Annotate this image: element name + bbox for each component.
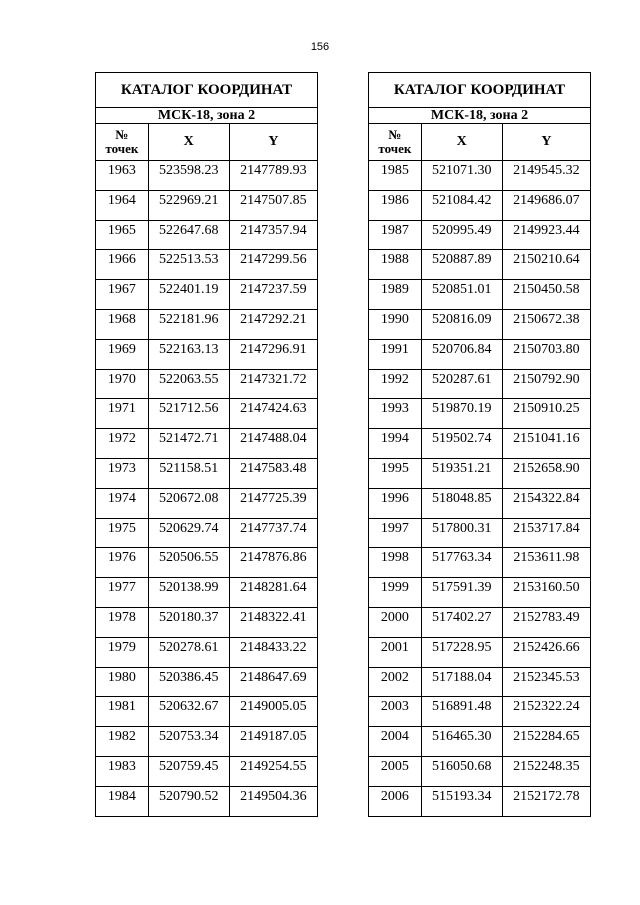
table-row (96, 518, 318, 548)
table-row (369, 399, 591, 429)
table-row (369, 667, 591, 697)
point-number-cell: 1975 (96, 518, 149, 548)
y-coordinate-cell: 2147292.21 (229, 309, 317, 339)
table-row (96, 339, 318, 369)
point-number-cell: 1994 (369, 429, 422, 459)
x-coordinate-cell: 516891.48 (421, 697, 502, 727)
x-coordinate-cell: 522513.53 (148, 250, 229, 280)
y-coordinate-cell: 2153611.98 (502, 548, 590, 578)
x-coordinate-cell: 521084.42 (421, 190, 502, 220)
y-coordinate-cell: 2149545.32 (502, 161, 590, 191)
y-coordinate-cell: 2148433.22 (229, 637, 317, 667)
y-coordinate-cell: 2152284.65 (502, 727, 590, 757)
point-number-cell: 1966 (96, 250, 149, 280)
point-number-cell: 2002 (369, 667, 422, 697)
table-row (96, 578, 318, 608)
x-coordinate-cell: 520287.61 (421, 369, 502, 399)
x-coordinate-cell: 517763.34 (421, 548, 502, 578)
point-number-cell: 1999 (369, 578, 422, 608)
y-coordinate-cell: 2147357.94 (229, 220, 317, 250)
table-row (96, 607, 318, 637)
x-coordinate-cell: 520816.09 (421, 309, 502, 339)
x-coordinate-cell: 516050.68 (421, 756, 502, 786)
point-number-header: № точек (96, 124, 149, 161)
y-coordinate-cell: 2151041.16 (502, 429, 590, 459)
table-row (96, 637, 318, 667)
x-coordinate-cell: 522181.96 (148, 309, 229, 339)
y-coordinate-cell: 2147321.72 (229, 369, 317, 399)
point-number-cell: 2003 (369, 697, 422, 727)
table-row (369, 429, 591, 459)
x-coordinate-cell: 520995.49 (421, 220, 502, 250)
point-number-cell: 1976 (96, 548, 149, 578)
point-number-cell: 1981 (96, 697, 149, 727)
y-coordinate-cell: 2150703.80 (502, 339, 590, 369)
y-coordinate-cell: 2149504.36 (229, 786, 317, 816)
table-row (369, 578, 591, 608)
table-row (96, 369, 318, 399)
y-column-header: Y (229, 124, 317, 161)
y-coordinate-cell: 2150672.38 (502, 309, 590, 339)
x-coordinate-cell: 521158.51 (148, 458, 229, 488)
y-coordinate-cell: 2153160.50 (502, 578, 590, 608)
table-row (369, 518, 591, 548)
x-column-header: X (148, 124, 229, 161)
y-coordinate-cell: 2147583.48 (229, 458, 317, 488)
point-number-cell: 1979 (96, 637, 149, 667)
x-coordinate-cell: 520180.37 (148, 607, 229, 637)
table-row (96, 429, 318, 459)
table-subtitle: МСК-18, зона 2 (369, 108, 591, 124)
point-number-header: № точек (369, 124, 422, 161)
y-coordinate-cell: 2152172.78 (502, 786, 590, 816)
table-row (96, 727, 318, 757)
y-coordinate-cell: 2148322.41 (229, 607, 317, 637)
page-number: 156 (310, 41, 330, 53)
table-row (96, 250, 318, 280)
y-coordinate-cell: 2148647.69 (229, 667, 317, 697)
y-coordinate-cell: 2152248.35 (502, 756, 590, 786)
y-coordinate-cell: 2152658.90 (502, 458, 590, 488)
table-row (369, 280, 591, 310)
table-row (96, 161, 318, 191)
table-row (369, 488, 591, 518)
table-row (369, 607, 591, 637)
table-title: КАТАЛОГ КООРДИНАТ (96, 73, 318, 108)
x-coordinate-cell: 516465.30 (421, 727, 502, 757)
point-number-cell: 1963 (96, 161, 149, 191)
y-coordinate-cell: 2149187.05 (229, 727, 317, 757)
point-number-cell: 2001 (369, 637, 422, 667)
y-coordinate-cell: 2150792.90 (502, 369, 590, 399)
x-coordinate-cell: 522163.13 (148, 339, 229, 369)
point-number-cell: 1991 (369, 339, 422, 369)
table-row (369, 786, 591, 816)
table-row (96, 756, 318, 786)
x-coordinate-cell: 520278.61 (148, 637, 229, 667)
point-number-cell: 1988 (369, 250, 422, 280)
x-coordinate-cell: 517402.27 (421, 607, 502, 637)
table-row (369, 250, 591, 280)
y-coordinate-cell: 2149254.55 (229, 756, 317, 786)
x-coordinate-cell: 522401.19 (148, 280, 229, 310)
x-coordinate-cell: 515193.34 (421, 786, 502, 816)
x-coordinate-cell: 520632.67 (148, 697, 229, 727)
x-coordinate-cell: 521712.56 (148, 399, 229, 429)
y-coordinate-cell: 2147789.93 (229, 161, 317, 191)
point-number-cell: 1980 (96, 667, 149, 697)
x-coordinate-cell: 521071.30 (421, 161, 502, 191)
x-coordinate-cell: 520887.89 (421, 250, 502, 280)
x-coordinate-cell: 523598.23 (148, 161, 229, 191)
point-number-cell: 1973 (96, 458, 149, 488)
table-row (369, 369, 591, 399)
point-number-cell: 1998 (369, 548, 422, 578)
point-number-cell: 1983 (96, 756, 149, 786)
y-coordinate-cell: 2154322.84 (502, 488, 590, 518)
point-number-cell: 1992 (369, 369, 422, 399)
y-coordinate-cell: 2152322.24 (502, 697, 590, 727)
point-number-cell: 1989 (369, 280, 422, 310)
y-coordinate-cell: 2147237.59 (229, 280, 317, 310)
x-coordinate-cell: 520629.74 (148, 518, 229, 548)
y-coordinate-cell: 2147299.56 (229, 250, 317, 280)
table-row (96, 280, 318, 310)
x-coordinate-cell: 519502.74 (421, 429, 502, 459)
y-coordinate-cell: 2147725.39 (229, 488, 317, 518)
point-number-cell: 1971 (96, 399, 149, 429)
x-coordinate-cell: 520672.08 (148, 488, 229, 518)
table-row (96, 190, 318, 220)
y-coordinate-cell: 2147737.74 (229, 518, 317, 548)
point-number-cell: 1987 (369, 220, 422, 250)
x-coordinate-cell: 517591.39 (421, 578, 502, 608)
y-coordinate-cell: 2147488.04 (229, 429, 317, 459)
point-number-cell: 1972 (96, 429, 149, 459)
point-number-cell: 1986 (369, 190, 422, 220)
point-number-cell: 1967 (96, 280, 149, 310)
point-number-cell: 1968 (96, 309, 149, 339)
x-coordinate-cell: 519351.21 (421, 458, 502, 488)
point-number-cell: 1990 (369, 309, 422, 339)
table-row (96, 458, 318, 488)
table-row (96, 697, 318, 727)
x-coordinate-cell: 520706.84 (421, 339, 502, 369)
table-row (369, 756, 591, 786)
x-coordinate-cell: 520759.45 (148, 756, 229, 786)
point-number-cell: 2000 (369, 607, 422, 637)
y-coordinate-cell: 2147424.63 (229, 399, 317, 429)
x-coordinate-cell: 522647.68 (148, 220, 229, 250)
y-coordinate-cell: 2152783.49 (502, 607, 590, 637)
table-row (96, 548, 318, 578)
table-row (96, 786, 318, 816)
coordinate-table-left (95, 72, 318, 817)
table-row (96, 309, 318, 339)
point-number-cell: 1985 (369, 161, 422, 191)
point-number-cell: 1995 (369, 458, 422, 488)
point-number-cell: 1970 (96, 369, 149, 399)
point-number-cell: 1984 (96, 786, 149, 816)
coordinate-table-right (368, 72, 591, 817)
table-row (369, 548, 591, 578)
table-row (96, 667, 318, 697)
x-coordinate-cell: 522063.55 (148, 369, 229, 399)
x-coordinate-cell: 517188.04 (421, 667, 502, 697)
x-coordinate-cell: 520851.01 (421, 280, 502, 310)
x-coordinate-cell: 520790.52 (148, 786, 229, 816)
point-number-cell: 2005 (369, 756, 422, 786)
y-coordinate-cell: 2147296.91 (229, 339, 317, 369)
y-column-header: Y (502, 124, 590, 161)
table-row (369, 190, 591, 220)
x-coordinate-cell: 522969.21 (148, 190, 229, 220)
x-coordinate-cell: 517800.31 (421, 518, 502, 548)
y-coordinate-cell: 2152426.66 (502, 637, 590, 667)
table-row (369, 727, 591, 757)
y-coordinate-cell: 2149005.05 (229, 697, 317, 727)
point-number-cell: 1996 (369, 488, 422, 518)
x-coordinate-cell: 518048.85 (421, 488, 502, 518)
point-number-cell: 1978 (96, 607, 149, 637)
point-number-cell: 1964 (96, 190, 149, 220)
y-coordinate-cell: 2148281.64 (229, 578, 317, 608)
y-coordinate-cell: 2149923.44 (502, 220, 590, 250)
x-coordinate-cell: 520506.55 (148, 548, 229, 578)
point-number-cell: 1965 (96, 220, 149, 250)
table-row (96, 488, 318, 518)
x-coordinate-cell: 521472.71 (148, 429, 229, 459)
table-row (96, 399, 318, 429)
x-coordinate-cell: 520386.45 (148, 667, 229, 697)
y-coordinate-cell: 2149686.07 (502, 190, 590, 220)
y-coordinate-cell: 2147876.86 (229, 548, 317, 578)
table-row (369, 161, 591, 191)
x-coordinate-cell: 517228.95 (421, 637, 502, 667)
point-number-cell: 1993 (369, 399, 422, 429)
table-row (369, 220, 591, 250)
table-row (369, 309, 591, 339)
point-number-cell: 1997 (369, 518, 422, 548)
point-number-cell: 2006 (369, 786, 422, 816)
table-row (369, 339, 591, 369)
point-number-cell: 1969 (96, 339, 149, 369)
x-coordinate-cell: 519870.19 (421, 399, 502, 429)
point-number-cell: 2004 (369, 727, 422, 757)
y-coordinate-cell: 2147507.85 (229, 190, 317, 220)
x-coordinate-cell: 520138.99 (148, 578, 229, 608)
point-number-cell: 1982 (96, 727, 149, 757)
y-coordinate-cell: 2150210.64 (502, 250, 590, 280)
point-number-cell: 1977 (96, 578, 149, 608)
x-coordinate-cell: 520753.34 (148, 727, 229, 757)
y-coordinate-cell: 2152345.53 (502, 667, 590, 697)
x-column-header: X (421, 124, 502, 161)
y-coordinate-cell: 2153717.84 (502, 518, 590, 548)
y-coordinate-cell: 2150450.58 (502, 280, 590, 310)
y-coordinate-cell: 2150910.25 (502, 399, 590, 429)
table-subtitle: МСК-18, зона 2 (96, 108, 318, 124)
point-number-cell: 1974 (96, 488, 149, 518)
table-row (96, 220, 318, 250)
table-row (369, 458, 591, 488)
table-row (369, 697, 591, 727)
table-row (369, 637, 591, 667)
table-title: КАТАЛОГ КООРДИНАТ (369, 73, 591, 108)
